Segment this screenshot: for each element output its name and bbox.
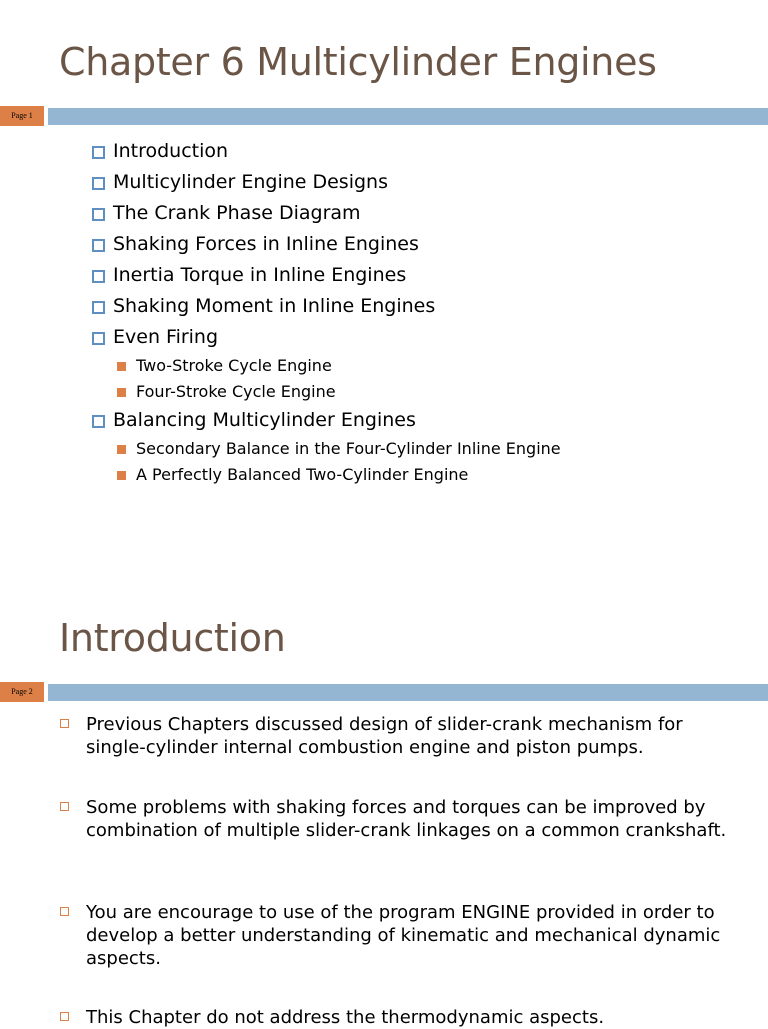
list-item xyxy=(92,291,561,322)
sub-bullet-icon xyxy=(117,362,126,371)
paragraph-text: This Chapter do not address the thermodynamic aspects. xyxy=(86,1007,605,1028)
slide-title: Chapter 6 Multicylinder Engines xyxy=(59,40,657,84)
sub-bullet-icon xyxy=(117,388,126,397)
header-band xyxy=(0,682,768,702)
paragraph-text: Previous Chapters discussed design of slider-crank mechanism for single-cylinder internal combustion engine and piston pumps. xyxy=(86,714,683,758)
list-item-label: Shaking Moment in Inline Engines xyxy=(113,295,436,317)
paragraph-text: Some problems with shaking forces and torques can be improved by combination of multiple slider-crank linkages on a common crankshaft. xyxy=(86,797,727,841)
bullet-icon xyxy=(60,1012,69,1021)
slide-title: Introduction xyxy=(59,616,286,660)
list-item-label: Multicylinder Engine Designs xyxy=(113,171,388,193)
sub-bullet-icon xyxy=(117,445,126,454)
bullet-icon xyxy=(60,802,69,811)
band-bar xyxy=(48,684,768,701)
sub-list xyxy=(92,436,561,488)
sub-list xyxy=(92,353,561,405)
sub-list-item xyxy=(92,353,561,379)
paragraph-text: You are encourage to use of the program ENGINE provided in order to develop a better understanding of kinematic and mechanical dynamic aspects. xyxy=(86,902,721,969)
list-item-label: Even Firing xyxy=(113,326,219,348)
bullet-icon xyxy=(92,177,105,190)
list-item xyxy=(92,260,561,291)
page-label: Page 2 xyxy=(0,682,44,702)
list-item xyxy=(92,198,561,229)
bullet-icon xyxy=(92,146,105,159)
sub-list-item xyxy=(92,436,561,462)
sub-bullet-icon xyxy=(117,471,126,480)
list-item xyxy=(92,167,561,198)
bullet-icon xyxy=(60,907,69,916)
bullet-icon xyxy=(92,270,105,283)
list-item-label: The Crank Phase Diagram xyxy=(113,202,361,224)
sub-list-item-label: Four-Stroke Cycle Engine xyxy=(136,382,336,401)
bullet-icon xyxy=(60,719,69,728)
list-item-label: Introduction xyxy=(113,140,229,162)
bullet-icon xyxy=(92,208,105,221)
page-label: Page 1 xyxy=(0,106,44,126)
list-item xyxy=(92,405,561,488)
list-item xyxy=(92,322,561,405)
sub-list-item xyxy=(92,462,561,488)
sub-list-item-label: Secondary Balance in the Four-Cylinder Inline Engine xyxy=(136,439,561,458)
band-bar xyxy=(48,108,768,125)
header-band xyxy=(0,106,768,126)
list-item-label: Inertia Torque in Inline Engines xyxy=(113,264,407,286)
outline-list xyxy=(92,136,561,488)
bullet-icon xyxy=(92,332,105,345)
bullet-icon xyxy=(92,239,105,252)
bullet-icon xyxy=(92,415,105,428)
sub-list-item-label: Two-Stroke Cycle Engine xyxy=(136,356,332,375)
bullet-icon xyxy=(92,301,105,314)
slide-2 xyxy=(0,576,768,1028)
list-item-label: Shaking Forces in Inline Engines xyxy=(113,233,419,255)
list-item xyxy=(92,136,561,167)
list-item xyxy=(92,229,561,260)
list-item-label: Balancing Multicylinder Engines xyxy=(113,409,416,431)
sub-list-item xyxy=(92,379,561,405)
sub-list-item-label: A Perfectly Balanced Two-Cylinder Engine xyxy=(136,465,469,484)
